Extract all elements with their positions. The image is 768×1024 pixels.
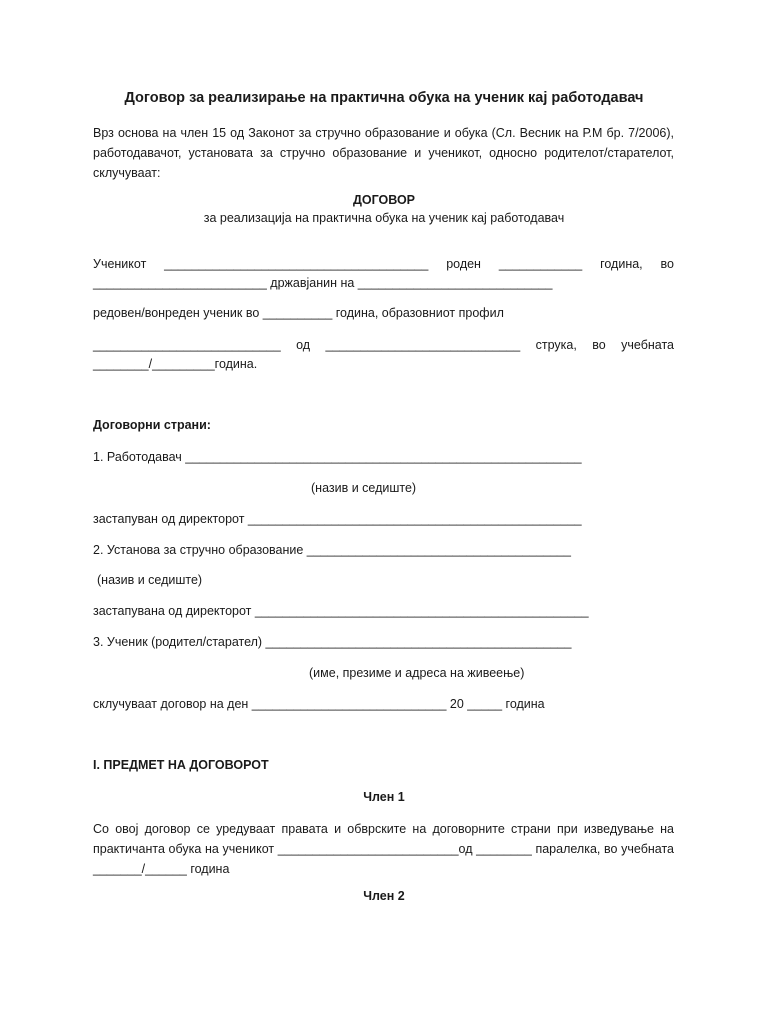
institution-line: 2. Установа за стручно образование ______________________________________: [93, 543, 571, 557]
student-row-3: редовен/вонреден ученик во __________ година, образовниот профил: [93, 306, 504, 320]
section-1-heading: I. ПРЕДМЕТ НА ДОГОВОРОТ: [93, 758, 269, 772]
employer-rep-line: застапуван од директорот ________________________________________________: [93, 512, 582, 526]
student-party-line: 3. Ученик (родител/старател) ____________________________________________: [93, 635, 572, 649]
student-row-5: ________/_________година.: [93, 357, 258, 371]
in-label-2: во: [592, 338, 606, 352]
profile-blank: ___________________________: [93, 338, 281, 352]
intro-paragraph: Врз основа на член 15 од Законот за стручно образование и обука (Сл. Весник на Р.М бр. 7/2006), работодавачот, установата за стручно образование и ученикот, односно родителот/старателот, склучуваат:: [93, 126, 674, 180]
student-row-1: [93, 257, 674, 271]
student-label: Ученикот: [93, 257, 147, 271]
article-1-title: Член 1: [363, 790, 405, 804]
student-name-blank: ______________________________________: [164, 257, 429, 271]
year-label: година,: [600, 257, 643, 271]
article-2-title: Член 2: [363, 889, 405, 903]
student-row-2: _________________________ државјанин на ____________________________: [93, 276, 553, 290]
document-title: Договор за реализирање на практична обука на ученик кај работодавач: [124, 90, 644, 106]
institution-note: (назив и седиште): [97, 573, 203, 587]
institution-rep-line: застапувана од директорот ________________________________________________: [93, 604, 589, 618]
field-label: струка,: [535, 338, 577, 352]
parties-heading: Договорни страни:: [93, 418, 211, 432]
field-blank: ____________________________: [325, 338, 521, 352]
born-label: роден: [446, 257, 481, 271]
contract-subheading: за реализација на практична обука на ученик кај работодавач: [203, 211, 565, 225]
employer-note: (назив и седиште): [311, 481, 417, 495]
signing-line: склучуваат договор на ден ____________________________ 20 _____ година: [93, 697, 545, 711]
student-party-note: (име, презиме и адреса на живеење): [309, 666, 525, 680]
student-row-4: [93, 338, 674, 352]
from-label: од: [296, 338, 311, 352]
birth-year-blank: ____________: [498, 257, 583, 271]
in-label: во: [660, 257, 674, 271]
employer-line: 1. Работодавач _________________________________________________________: [93, 450, 582, 464]
contract-heading: ДОГОВОР: [352, 193, 416, 207]
article-1-text: Со овој договор се уредуваат правата и обврските на договорните страни при изведување на практичанта обука на ученикот __________________________од ________ паралелка, во учебната _______/______ година: [93, 822, 674, 876]
school-year-label: учебната: [621, 338, 674, 352]
